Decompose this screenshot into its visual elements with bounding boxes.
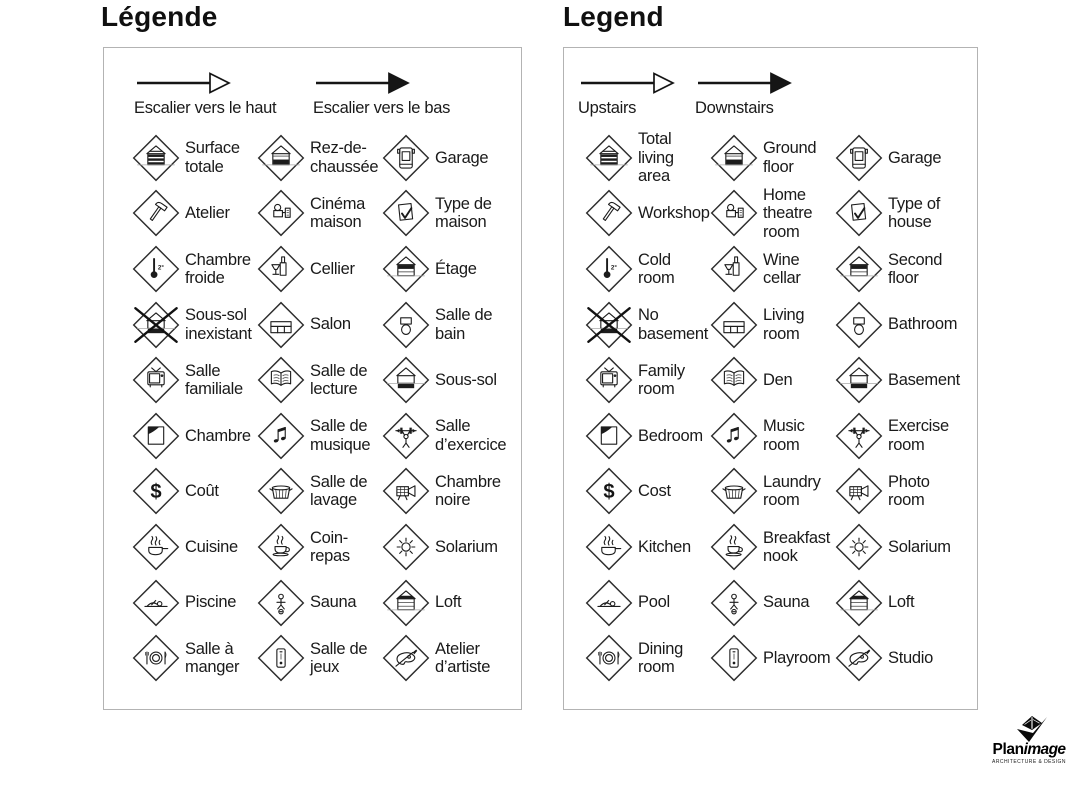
legend-item [584, 578, 709, 628]
legend-item-label: Surface totale [185, 139, 240, 176]
house-total-icon [584, 133, 634, 183]
exercise-barbell-icon [381, 411, 431, 461]
legend-item-label: Cinéma maison [310, 194, 366, 232]
check-document-icon [381, 188, 431, 238]
legend-item-label: Salle à manger [185, 639, 240, 677]
toilet-icon [834, 300, 884, 350]
arrow-label: Escalier vers le haut [134, 99, 277, 117]
legend-item [584, 188, 709, 238]
legend-item-label: Breakfast nook [763, 528, 830, 565]
house-second-floor-icon [834, 244, 884, 294]
plate-cutlery-icon [584, 633, 634, 683]
legend-item-label: Type de maison [435, 194, 492, 232]
legend-item [834, 188, 959, 238]
house-loft-icon [381, 578, 431, 628]
svg-text:$: $ [150, 481, 162, 504]
legend-item [381, 133, 506, 183]
legend-item [131, 466, 256, 516]
legend-item-label: Loft [888, 593, 915, 612]
legend-item-label: Cold room [638, 250, 675, 287]
legend-item-label: Solarium [888, 537, 951, 556]
sofa-icon [709, 300, 759, 350]
legend-item-label: Sauna [310, 593, 357, 612]
legend-item [709, 133, 834, 183]
legend-item [834, 244, 959, 294]
planimage-logo [983, 714, 1075, 765]
legend-item [131, 188, 256, 238]
legend-item-label: Total living area [638, 130, 674, 185]
legend-item-label: Family room [638, 361, 685, 399]
legend-item [584, 355, 709, 405]
legend-item [381, 300, 506, 350]
game-table-icon [709, 633, 759, 683]
wine-bottle-glass-icon [709, 244, 759, 294]
hammer-icon [131, 188, 181, 238]
garage-car-icon [381, 133, 431, 183]
house-ground-floor-icon [709, 133, 759, 183]
legend-item-label: Photo room [888, 472, 930, 510]
open-book-icon [256, 355, 306, 405]
photo-camera-icon [834, 466, 884, 516]
paint-palette-icon [381, 633, 431, 683]
open-book-icon [709, 355, 759, 405]
legend-item [131, 244, 256, 294]
house-loft-icon [834, 578, 884, 628]
legend-item-label: Second floor [888, 250, 943, 287]
legend-item [834, 411, 959, 461]
legend-item-label: Étage [435, 259, 477, 278]
cooking-pot-icon [131, 522, 181, 572]
legend-item-label: Playroom [763, 648, 831, 667]
legend-item [131, 133, 256, 183]
toilet-icon [381, 300, 431, 350]
legend-item-label: Coût [185, 482, 219, 501]
legend-item-label: Pool [638, 593, 670, 612]
projector-icon [256, 188, 306, 238]
cooking-pot-icon [584, 522, 634, 572]
dollar-sign-icon [584, 466, 634, 516]
legend-item-label: Salle de lecture [310, 361, 368, 399]
legend-item [834, 578, 959, 628]
legend-item-label: Bathroom [888, 315, 958, 334]
legend-title-fr: Légende [101, 1, 218, 32]
up-arrow-icon [578, 70, 676, 96]
house-second-floor-icon [381, 244, 431, 294]
svg-text:2°: 2° [157, 264, 164, 272]
thermometer-icon [131, 244, 181, 294]
legend-item-label: Rez-de-chaussée [310, 139, 379, 176]
legend-item [709, 355, 834, 405]
legend-item [256, 522, 381, 572]
legend-item-label: Salle de lavage [310, 472, 368, 510]
projector-icon [709, 188, 759, 238]
legend-item [709, 300, 834, 350]
legend-item-label: Studio [888, 648, 933, 667]
legend-item [131, 578, 256, 628]
tv-icon [131, 355, 181, 405]
legend-item [256, 578, 381, 628]
legend-item [131, 633, 256, 683]
tv-icon [584, 355, 634, 405]
planimage-tagline: ARCHITECTURE & DESIGN [992, 759, 1066, 765]
coffee-cup-icon [256, 522, 306, 572]
legend-item [584, 522, 709, 572]
wine-bottle-glass-icon [256, 244, 306, 294]
swimmer-icon [131, 578, 181, 628]
down-arrow-icon [313, 70, 411, 96]
legend-item-label: Wine cellar [763, 250, 801, 287]
legend-item [834, 522, 959, 572]
legend-item [834, 133, 959, 183]
legend-item [256, 133, 381, 183]
legend-item [709, 466, 834, 516]
legend-item [584, 244, 709, 294]
legend-item [381, 466, 506, 516]
music-notes-icon [709, 411, 759, 461]
legend-item-label: Sous-sol inexistant [185, 306, 252, 343]
sauna-person-icon [709, 578, 759, 628]
legend-panel-en [563, 47, 978, 710]
legend-panel-fr [103, 47, 522, 710]
legend-item [709, 578, 834, 628]
hammer-icon [584, 188, 634, 238]
legend-item [834, 633, 959, 683]
legend-item [584, 130, 709, 185]
legend-item [381, 188, 506, 238]
legend-item-label: Garage [888, 148, 942, 167]
legend-item-label: Garage [435, 148, 489, 167]
check-document-icon [834, 188, 884, 238]
swimmer-icon [584, 578, 634, 628]
legend-item-label: Salle familiale [185, 361, 243, 399]
house-basement-icon [834, 355, 884, 405]
game-table-icon [256, 633, 306, 683]
upstairs-arrow-group [578, 70, 676, 118]
legend-item-label: Basement [888, 370, 960, 389]
legend-item [256, 411, 381, 461]
legend-item [834, 300, 959, 350]
svg-text:$: $ [603, 481, 615, 504]
planimage-brand: Planimage [992, 741, 1066, 758]
legend-item [256, 466, 381, 516]
legend-item-label: Salle de musique [310, 417, 371, 454]
legend-item [584, 633, 709, 683]
legend-item-label: Salon [310, 315, 351, 334]
dollar-sign-icon [131, 466, 181, 516]
house-ground-floor-icon [256, 133, 306, 183]
up-arrow-icon [134, 70, 232, 96]
legend-item-label: Cuisine [185, 537, 238, 556]
legend-item-label: Cellier [310, 259, 355, 278]
legend-item [131, 355, 256, 405]
legend-item [131, 411, 256, 461]
photo-camera-icon [381, 466, 431, 516]
legend-item [381, 578, 506, 628]
legend-item-label: Coin-repas [310, 528, 350, 565]
legend-item-label: Chambre [185, 426, 251, 445]
legend-item [709, 186, 834, 241]
legend-item-label: Salle d’exercice [435, 417, 507, 454]
legend-item-label: Sous-sol [435, 370, 497, 389]
legend-item-label: Home theatre room [763, 185, 813, 241]
legend-item-label: Piscine [185, 593, 237, 612]
legend-item-label: Atelier [185, 204, 230, 223]
legend-item [256, 300, 381, 350]
legend-item-label: Living room [763, 306, 805, 343]
paint-palette-icon [834, 633, 884, 683]
legend-item [131, 522, 256, 572]
arrow-label: Downstairs [695, 99, 774, 117]
legend-title-en: Legend [563, 1, 664, 32]
svg-text:2°: 2° [610, 264, 617, 272]
no-basement-icon [131, 300, 181, 350]
legend-item [256, 188, 381, 238]
laundry-basket-icon [256, 466, 306, 516]
legend-item-label: Kitchen [638, 537, 691, 556]
exercise-barbell-icon [834, 411, 884, 461]
sofa-icon [256, 300, 306, 350]
legend-item-label: Type of house [888, 194, 941, 232]
legend-item-label: Bedroom [638, 426, 703, 445]
legend-item-label: Chambre froide [185, 250, 251, 287]
planimage-logo-icon [1013, 714, 1051, 744]
legend-item [709, 522, 834, 572]
legend-item [709, 244, 834, 294]
house-total-icon [131, 133, 181, 183]
music-notes-icon [256, 411, 306, 461]
legend-item [381, 522, 506, 572]
garage-car-icon [834, 133, 884, 183]
legend-item [834, 355, 959, 405]
sauna-person-icon [256, 578, 306, 628]
down-arrow-icon [695, 70, 793, 96]
legend-item [381, 633, 506, 683]
sun-icon [834, 522, 884, 572]
legend-item-label: Solarium [435, 537, 498, 556]
house-basement-icon [381, 355, 431, 405]
legend-items [584, 130, 959, 686]
bed-icon [131, 411, 181, 461]
legend-item [834, 466, 959, 516]
arrow-label: Escalier vers le bas [313, 99, 451, 117]
legend-item-label: Exercise room [888, 417, 949, 454]
legend-item-label: Chambre noire [435, 472, 501, 510]
legend-item-label: Loft [435, 593, 462, 612]
coffee-cup-icon [709, 522, 759, 572]
legend-item-label: No basement [638, 306, 709, 343]
legend-item-label: Cost [638, 482, 671, 501]
legend-item [131, 300, 256, 350]
legend-item-label: Atelier d’artiste [435, 639, 491, 677]
legend-items [131, 130, 506, 686]
legend-item [584, 300, 709, 350]
no-basement-icon [584, 300, 634, 350]
legend-item [584, 466, 709, 516]
plate-cutlery-icon [131, 633, 181, 683]
legend-item [256, 355, 381, 405]
legend-item-label: Salle de jeux [310, 639, 368, 677]
legend-item-label: Music room [763, 417, 805, 454]
arrow-label: Upstairs [578, 99, 637, 117]
legend-item-label: Workshop [638, 204, 710, 223]
sun-icon [381, 522, 431, 572]
legend-item-label: Dining room [638, 639, 683, 677]
legend-item [709, 633, 834, 683]
bed-icon [584, 411, 634, 461]
legend-item [709, 411, 834, 461]
legend-item [584, 411, 709, 461]
legend-item-label: Ground floor [763, 139, 817, 176]
legend-item [381, 355, 506, 405]
legend-item [381, 244, 506, 294]
legend-item-label: Sauna [763, 593, 810, 612]
legend-item-label: Den [763, 370, 793, 389]
legend-item-label: Salle de bain [435, 306, 493, 343]
downstairs-arrow-group [695, 70, 793, 118]
legend-item [256, 244, 381, 294]
thermometer-icon [584, 244, 634, 294]
upstairs-arrow-group [134, 70, 276, 118]
legend-item-label: Laundry room [763, 472, 821, 510]
legend-item [381, 411, 506, 461]
legend-item [256, 633, 381, 683]
laundry-basket-icon [709, 466, 759, 516]
downstairs-arrow-group [313, 70, 450, 118]
